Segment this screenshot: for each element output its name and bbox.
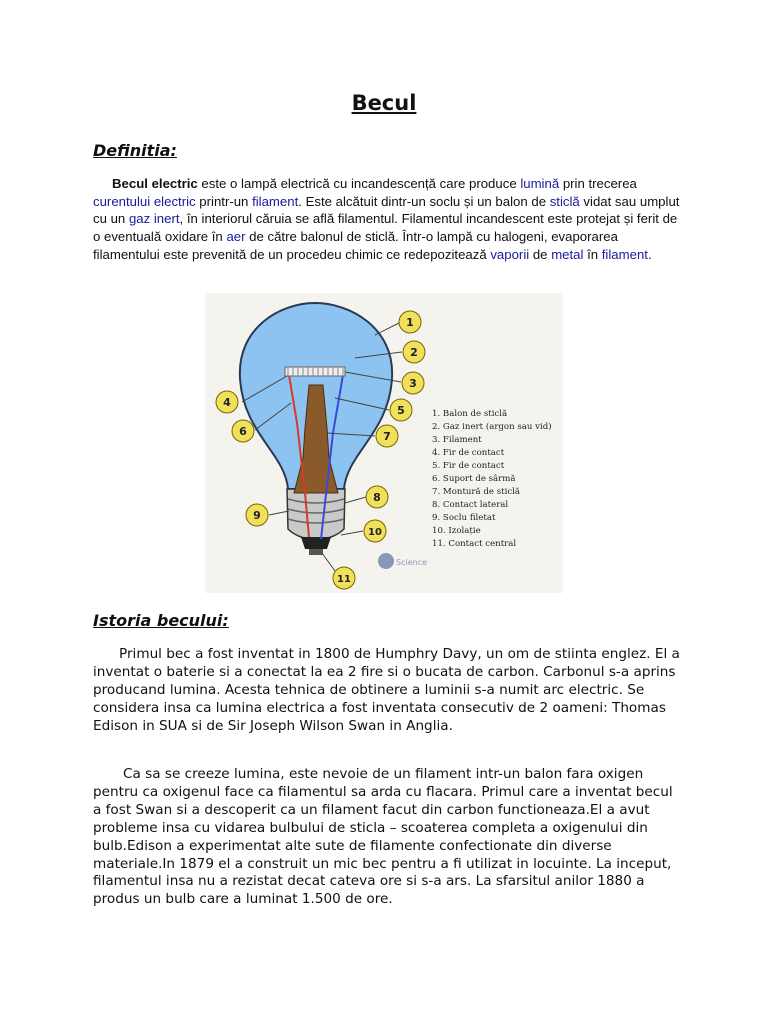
link-curentului-electric[interactable]: curentului electric [93, 193, 196, 209]
legend-item-4: 4. Fir de contact [432, 448, 505, 458]
definition-paragraph: Becul electric este o lampă electrică cu incandescență care produce lumină prin trecerea curentului electric printr-un filament. Este alcătuit dintr-un soclu și un balon de sticlă vidat sau umplut cu un gaz inert, în interiorul căruia se află filamentul. Filamentul incandescent este protejat și ferit de o eventuală oxidare în aer de către balonul de sticlă. Într-o lampă cu halogeni, evaporarea filamentului este prevenită de un procedeu chimic ce redepozitează vaporii de metal în filament. [93, 176, 680, 262]
link-filament-2[interactable]: filament [601, 246, 648, 262]
legend-item-7: 7. Montură de sticlă [432, 487, 521, 497]
light-bulb-diagram [205, 293, 563, 593]
screw-base [287, 489, 345, 555]
svg-text:4: 4 [223, 396, 231, 409]
diagram-legend [432, 408, 552, 549]
legend-item-11: 11. Contact central [432, 539, 517, 549]
definition-heading: Definitia: [93, 141, 177, 160]
svg-text:9: 9 [253, 509, 261, 522]
filament [285, 367, 345, 376]
link-lumina[interactable]: lumină [520, 176, 560, 191]
svg-text:10: 10 [368, 527, 382, 538]
svg-text:5: 5 [397, 404, 405, 417]
svg-text:1: 1 [406, 316, 414, 329]
legend-item-8: 8. Contact lateral [432, 500, 509, 510]
history-paragraph-1: Primul bec a fost inventat in 1800 de Humphry Davy, un om de stiinta englez. El a inventat o baterie si a conectat la ea 2 fire si o bucata de carbon. Carbonul s-a aprins producand lumina. Acesta tehnica de obtinere a luminii s-a numit arc electric. Se considera insa ca lumina electrica a fost inventata consecutiv de 2 oameni: Thomas Edison in SUA si de Sir Joseph Wilson Swan in Anglia. [93, 646, 680, 734]
link-sticla[interactable]: sticlă [549, 193, 580, 209]
link-gaz-inert[interactable]: gaz inert [128, 211, 180, 227]
link-aer[interactable]: aer [226, 229, 246, 245]
svg-text:8: 8 [373, 491, 381, 504]
legend-item-6: 6. Suport de sârmă [432, 474, 516, 484]
legend-item-5: 5. Fir de contact [432, 461, 505, 471]
legend-item-10: 10. Izolație [432, 526, 481, 536]
svg-text:7: 7 [383, 430, 391, 443]
definition-lead: Becul electric [112, 176, 198, 191]
svg-text:11: 11 [337, 574, 351, 585]
history-paragraph-2: Ca sa se creeze lumina, este nevoie de un filament intr-un balon fara oxigen pentru ca oxigenul face ca filamentul sa arda cu flacara. Primul care a inventat becul a fost Swan si a descoperit ca un filament facut din carbon functioneaza.El a avut probleme insa cu vidarea bulbului de sticla – scoaterea completa a oxigenului din bulb.Edison a experimentat alte sute de filamente confectionate din diverse materiale.In 1879 el a construit un mic bec pentru a fi utilizat in locuinte. La inceput, filamentul insa nu a rezistat decat cateva ore si s-a ars. La sfarsitul anilor 1880 a produs un bulb care a luminat 1.500 de ore. [93, 766, 673, 908]
legend-item-9: 9. Soclu filetat [432, 513, 496, 523]
watermark-logo [378, 553, 394, 569]
watermark-text: Science [396, 558, 428, 567]
svg-text:6: 6 [239, 425, 247, 438]
svg-text:2: 2 [410, 346, 418, 359]
page-title: Becul [351, 91, 417, 115]
link-vaporii[interactable]: vaporii [490, 246, 530, 262]
legend-item-1: 1. Balon de sticlă [432, 409, 508, 419]
svg-text:3: 3 [409, 377, 417, 390]
legend-item-3: 3. Filament [432, 435, 482, 445]
link-filament[interactable]: filament [252, 193, 299, 209]
link-metal[interactable]: metal [551, 246, 584, 262]
legend-item-2: 2. Gaz inert (argon sau vid) [432, 422, 552, 432]
history-heading: Istoria becului: [93, 611, 229, 630]
